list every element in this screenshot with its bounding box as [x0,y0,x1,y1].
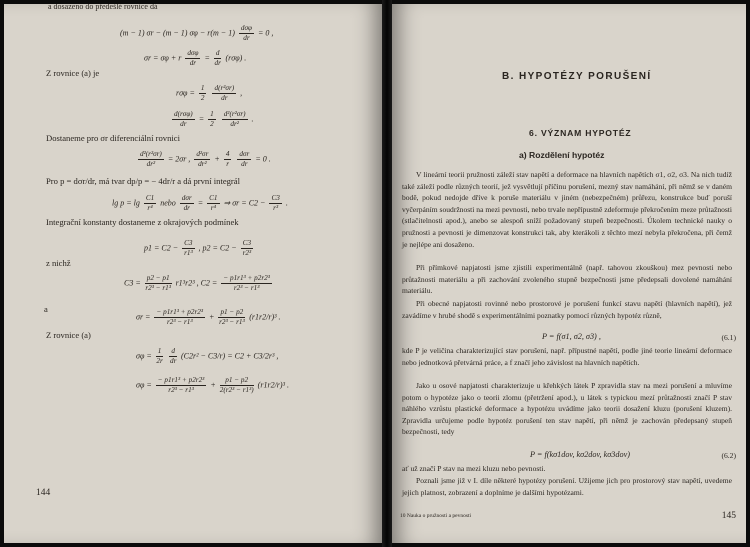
equation-10: σφ = $\frac{1}{2r}$ $\frac{d}{dr}$ (C2r² − C3/r) = C2 + C3/2r³ , [136,347,279,365]
equation-7: p1 = C2 − $\frac{C3}{\text{r1³}}$ , p2 = C2 − $\frac{C3}{\text{r2³}}$ [144,239,252,257]
paragraph-5: Jako u osové napjatosti charakterizuje u křehkých látek P zpravidla stav na mezi porušení a mluvíme potom o hypotéze jako o teorii zlomu (přetržení apod.), u látek s typickou mezí průtažnosti značí P stav náhlého vzrůstu plastické deformace a hypotézu uvádíme jako teorii dosažení kluzu (porušení kluzem). Zpravidla určujeme podle hypotéz porušení ten stav napětí, při němž je zachován předepsaný stupeň bezpečnosti, tedy [402,381,732,437]
equation-8: C3 = $\frac{p2 - p1}{\text{r2³ − r1³}}$ r1³r2³ , C2 = $\frac{\text{− p1r1³ + p2r2³}}{\text{r2³ − r1³}}$ [124,274,270,292]
text-z-rovnice-a: Z rovnice (a) je [46,68,100,78]
intro-line: a dosazeno do předešlé rovnice dá [48,4,158,11]
section-title: 6. VÝZNAM HYPOTÉZ [529,128,632,138]
equation-6: lg p = lg $\frac{C1}{\text{r⁴}}$ nebo $\frac{\text{dσr}}{dr}$ = $\frac{C1}{\text{r⁴}}$ ⇒ σr = C2 − $\frac{C3}{\text{r³}}$ . [112,194,288,212]
paragraph-3: Při obecné napjatosti rovinné nebo prostorové je porušení funkcí stavu napětí (hlavních napětí), jež zavádíme v hrubé shodě s experimentálními poznatky pomocí různých hypotéz různě, [402,299,732,320]
subsection-title: a) Rozdělení hypotéz [519,150,605,160]
page-number-left: 144 [36,488,51,498]
equation-2: σr = σφ + r $\frac{\text{dσφ}}{dr}$ = $\frac{d}{dr}$ (rσφ) . [144,49,247,67]
text-dostaneme: Dostaneme pro σr diferenciální rovnici [46,133,180,143]
right-page [392,4,746,543]
equation-5: $\frac{\text{d²(r²σr)}}{\text{dr²}}$ = 2σr , $\frac{\text{d²σr}}{\text{dr²}}$ + $\frac{4}{r}$ $\frac{\text{dσr}}{dr}$ = 0 . [140,150,271,168]
text-pro-p: Pro p = dσr/dr, má tvar dp/p = − 4dr/r a dá první integrál [46,176,241,186]
equation-6-2: P = f(kσ1dov, kσ2dov, kσ3dov) [530,450,630,459]
equation-number-6-2: (6.2) [721,451,736,460]
paragraph-7: Poznali jsme již v I. díle některé hypotézy porušení. Užijeme jich pro prostorový stav napětí, uvedeme jejich platnost, zobrazení a doplníme je dalšími hypotézami. [402,476,732,497]
text-z-rovnice-a-2: Z rovnice (a) [46,330,91,340]
equation-6-1: P = f(σ1, σ2, σ3) , [542,332,601,341]
footer-signature: 10 Nauka o pružnosti a pevnosti [400,513,472,519]
equation-11: σφ = $\frac{\text{− p1r1³ + p2r2³}}{\text{r2³ − r1³}}$ + $\frac{p1 - p2}{\text{2(r2³ − r1³)}}$ (r1r2/r)³ . [136,376,289,394]
paragraph-6: ať už značí P stav na mezi kluzu nebo pevnosti. [402,464,546,473]
paragraph-1: V lineární teorii pružnosti záleží stav napětí a deformace na hlavních napětích σ1, σ2, σ3. Na nich tudíž také záleží podle různých teorií, jež vysvětlují příčinu porušení, mezný stav namáhání, při němž se v daném bodě, pokud nedojde dříve k poruše materiálu v jiném (nebezpečném) průřezu, konstrukce buď poruší vyčerpáním soudržnosti na mezi pevnosti, nebo trvale nepřípustně zdeformuje překročením meze průtažnosti (stlačitelnosti apod.), anebo se alespoň sníží požadovaný stupeň bezpečnosti. Úkolem technické nauky o pružnosti a pevnosti je dimenzovat konstrukci tak, aby kterákoli z těchto mezí nebyla překročena, při čemž je nejlépe ani dosaženo. [402,170,732,249]
book-gutter [382,0,392,547]
equation-9: σr = $\frac{\text{− p1r1³ + p2r2³}}{\text{r2³ − r1³}}$ + $\frac{p1 - p2}{\text{r2³ − r1³}}$ (r1r2/r)³ . [136,308,281,326]
chapter-title: B. HYPOTÉZY PORUŠENÍ [502,71,652,82]
text-a: a [44,304,48,314]
text-integracni: Integrační konstanty dostaneme z okrajových podmínek [46,217,239,227]
equation-number-6-1: (6.1) [721,333,736,342]
equation-3: rσφ = $\frac{1}{2}$ $\frac{\text{d(r²σr)}}{dr}$ , [176,84,243,102]
text-z-nichz: z nichž [46,258,71,268]
paragraph-4: kde P je veličina charakterizující stav porušení, např. přípustné napětí, podle jiné teorie lineární deformace nebo jednotková přetvárná práce, a f značí jeho závislost na hlavních napětích. [402,346,732,367]
equation-4: $\frac{\text{d(rσφ)}}{dr}$ = $\frac{1}{2}$ $\frac{\text{d²(r²σr)}}{\text{dr²}}$ . [174,110,254,128]
left-page [4,4,382,543]
equation-1: (m − 1) σr − (m − 1) σφ − r(m − 1) $\frac{\text{dσφ}}{dr}$ = 0 , [120,24,274,42]
page-number-right: 145 [721,511,736,521]
paragraph-2: Při přímkové napjatosti jsme zjistili experimentálně (např. tahovou zkouškou) mez pevnosti nebo průtažnosti materiálu a při zachování zvoleného stupně bezpečnosti jsme předepsali dovolené namáhání materiálu. [402,263,732,296]
